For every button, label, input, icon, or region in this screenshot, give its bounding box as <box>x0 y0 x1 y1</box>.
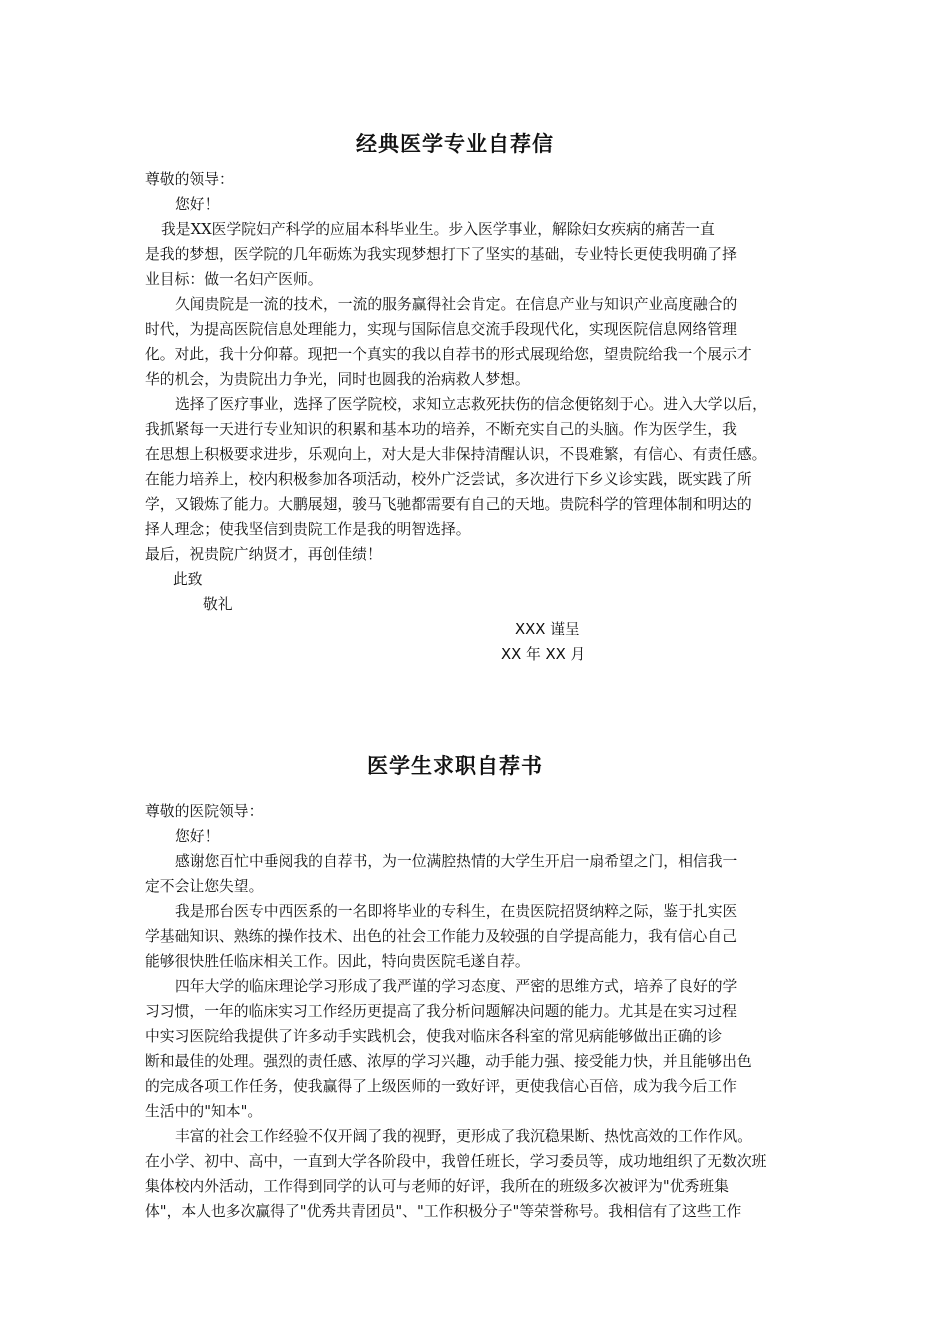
letter1-line: 化。对此，我十分仰幕。现把一个真实的我以自荐书的形式展现给您，望贵院给我一个展示才 <box>145 346 752 363</box>
letter2-line: 断和最佳的处理。强烈的责任感、浓厚的学习兴趣，动手能力强、接受能力快，并且能够出色 <box>145 1053 752 1070</box>
letter2-line: 习习惯，一年的临床实习工作经历更提高了我分析问题解决问题的能力。尤其是在实习过程 <box>145 1003 737 1020</box>
letter1-line: 是我的梦想，医学院的几年砺炼为我实现梦想打下了坚实的基础，专业特长更使我明确了择 <box>145 246 737 263</box>
letter1-greeting: 您好！ <box>175 196 220 213</box>
letter2-salutation: 尊敬的医院领导： <box>145 803 264 820</box>
letter1-line: 业目标：做一名妇产医师。 <box>145 271 323 288</box>
letter1-line: 择人理念；使我坚信到贵院工作是我的明智选择。 <box>145 521 471 538</box>
letter1-cizhi: 此致 <box>173 571 203 588</box>
letter2-line: 生活中的"知本"。 <box>145 1103 263 1120</box>
letter2-line: 的完成各项工作任务，使我赢得了上级医师的一致好评，更使我信心百倍，成为我今后工作 <box>145 1078 737 1095</box>
letter1-line: 在能力培养上，校内积极参加各项活动，校外广泛尝试，多次进行下乡义诊实践，既实践了所 <box>145 471 752 488</box>
letter1-closing: 最后，祝贵院广纳贤才，再创佳绩！ <box>145 546 382 563</box>
letter1-line: 久闻贵院是一流的技术，一流的服务赢得社会肯定。在信息产业与知识产业高度融合的 <box>175 296 738 313</box>
letter2-line: 在小学、初中、高中，一直到大学各阶段中，我曾任班长，学习委员等，成功地组织了无数次班 <box>145 1153 767 1170</box>
letter1-line: 学，又锻炼了能力。大鹏展翅，骏马飞驰都需要有自己的天地。贵院科学的管理体制和明达的 <box>145 496 752 513</box>
letter2-line: 体"，本人也多次赢得了"优秀共青团员"、"工作积极分子"等荣誉称号。我相信有了这些工作 <box>145 1203 742 1220</box>
letter2-line: 丰富的社会工作经验不仅开阔了我的视野，更形成了我沉稳果断、热忱高效的工作作风。 <box>175 1128 753 1145</box>
letter2-line: 感谢您百忙中垂阅我的自荐书，为一位满腔热情的大学生开启一扇希望之门，相信我一 <box>175 853 738 870</box>
letter1-jingli: 敬礼 <box>203 596 233 613</box>
letter2-line: 我是邢台医专中西医系的一名即将毕业的专科生，在贵医院招贤纳粹之际，鉴于扎实医 <box>175 903 738 920</box>
letter2-line: 中实习医院给我提供了许多动手实践机会，使我对临床各科室的常见病能够做出正确的诊 <box>145 1028 723 1045</box>
letter2-greeting: 您好！ <box>175 828 220 845</box>
letter1-line: 在思想上积极要求进步，乐观向上，对大是大非保持清醒认识，不畏难繁，有信心、有责任感。 <box>145 446 767 463</box>
letter2-line: 学基础知识、熟练的操作技术、出色的社会工作能力及较强的自学提高能力，我有信心自己 <box>145 928 737 945</box>
letter1-date: XX 年 XX 月 <box>501 646 586 663</box>
letter2-title: 医学生求职自荐书 <box>367 754 543 778</box>
letter1-line: 选择了医疗事业，选择了医学院校，求知立志救死扶伤的信念便铭刻于心。进入大学以后， <box>175 396 767 413</box>
letter1-body <box>145 167 815 667</box>
letter2-line: 集体校内外活动，工作得到同学的认可与老师的好评，我所在的班级多次被评为"优秀班集 <box>145 1178 729 1195</box>
letter1-line: 我抓紧每一天进行专业知识的积累和基本功的培养，不断充实自己的头脑。作为医学生，我 <box>145 421 737 438</box>
letter1-line: 华的机会，为贵院出力争光，同时也圆我的治病救人梦想。 <box>145 371 530 388</box>
letter1-line: 时代，为提高医院信息处理能力，实现与国际信息交流手段现代化，实现医院信息网络管理 <box>145 321 737 338</box>
letter1-signature: XXX 谨呈 <box>515 621 580 638</box>
letter2-body <box>145 799 815 1224</box>
letter2-line: 定不会让您失望。 <box>145 878 264 895</box>
letter2-line: 能够很快胜任临床相关工作。因此，特向贵医院毛遂自荐。 <box>145 953 530 970</box>
letter1-salutation: 尊敬的领导： <box>145 171 234 188</box>
letter1-title: 经典医学专业自荐信 <box>356 132 554 156</box>
letter2-line: 四年大学的临床理论学习形成了我严谨的学习态度、严密的思维方式，培养了良好的学 <box>175 978 738 995</box>
letter1-line: 我是XX医学院妇产科学的应届本科毕业生。步入医学事业，解除妇女疾病的痛苦一直 <box>161 221 715 238</box>
